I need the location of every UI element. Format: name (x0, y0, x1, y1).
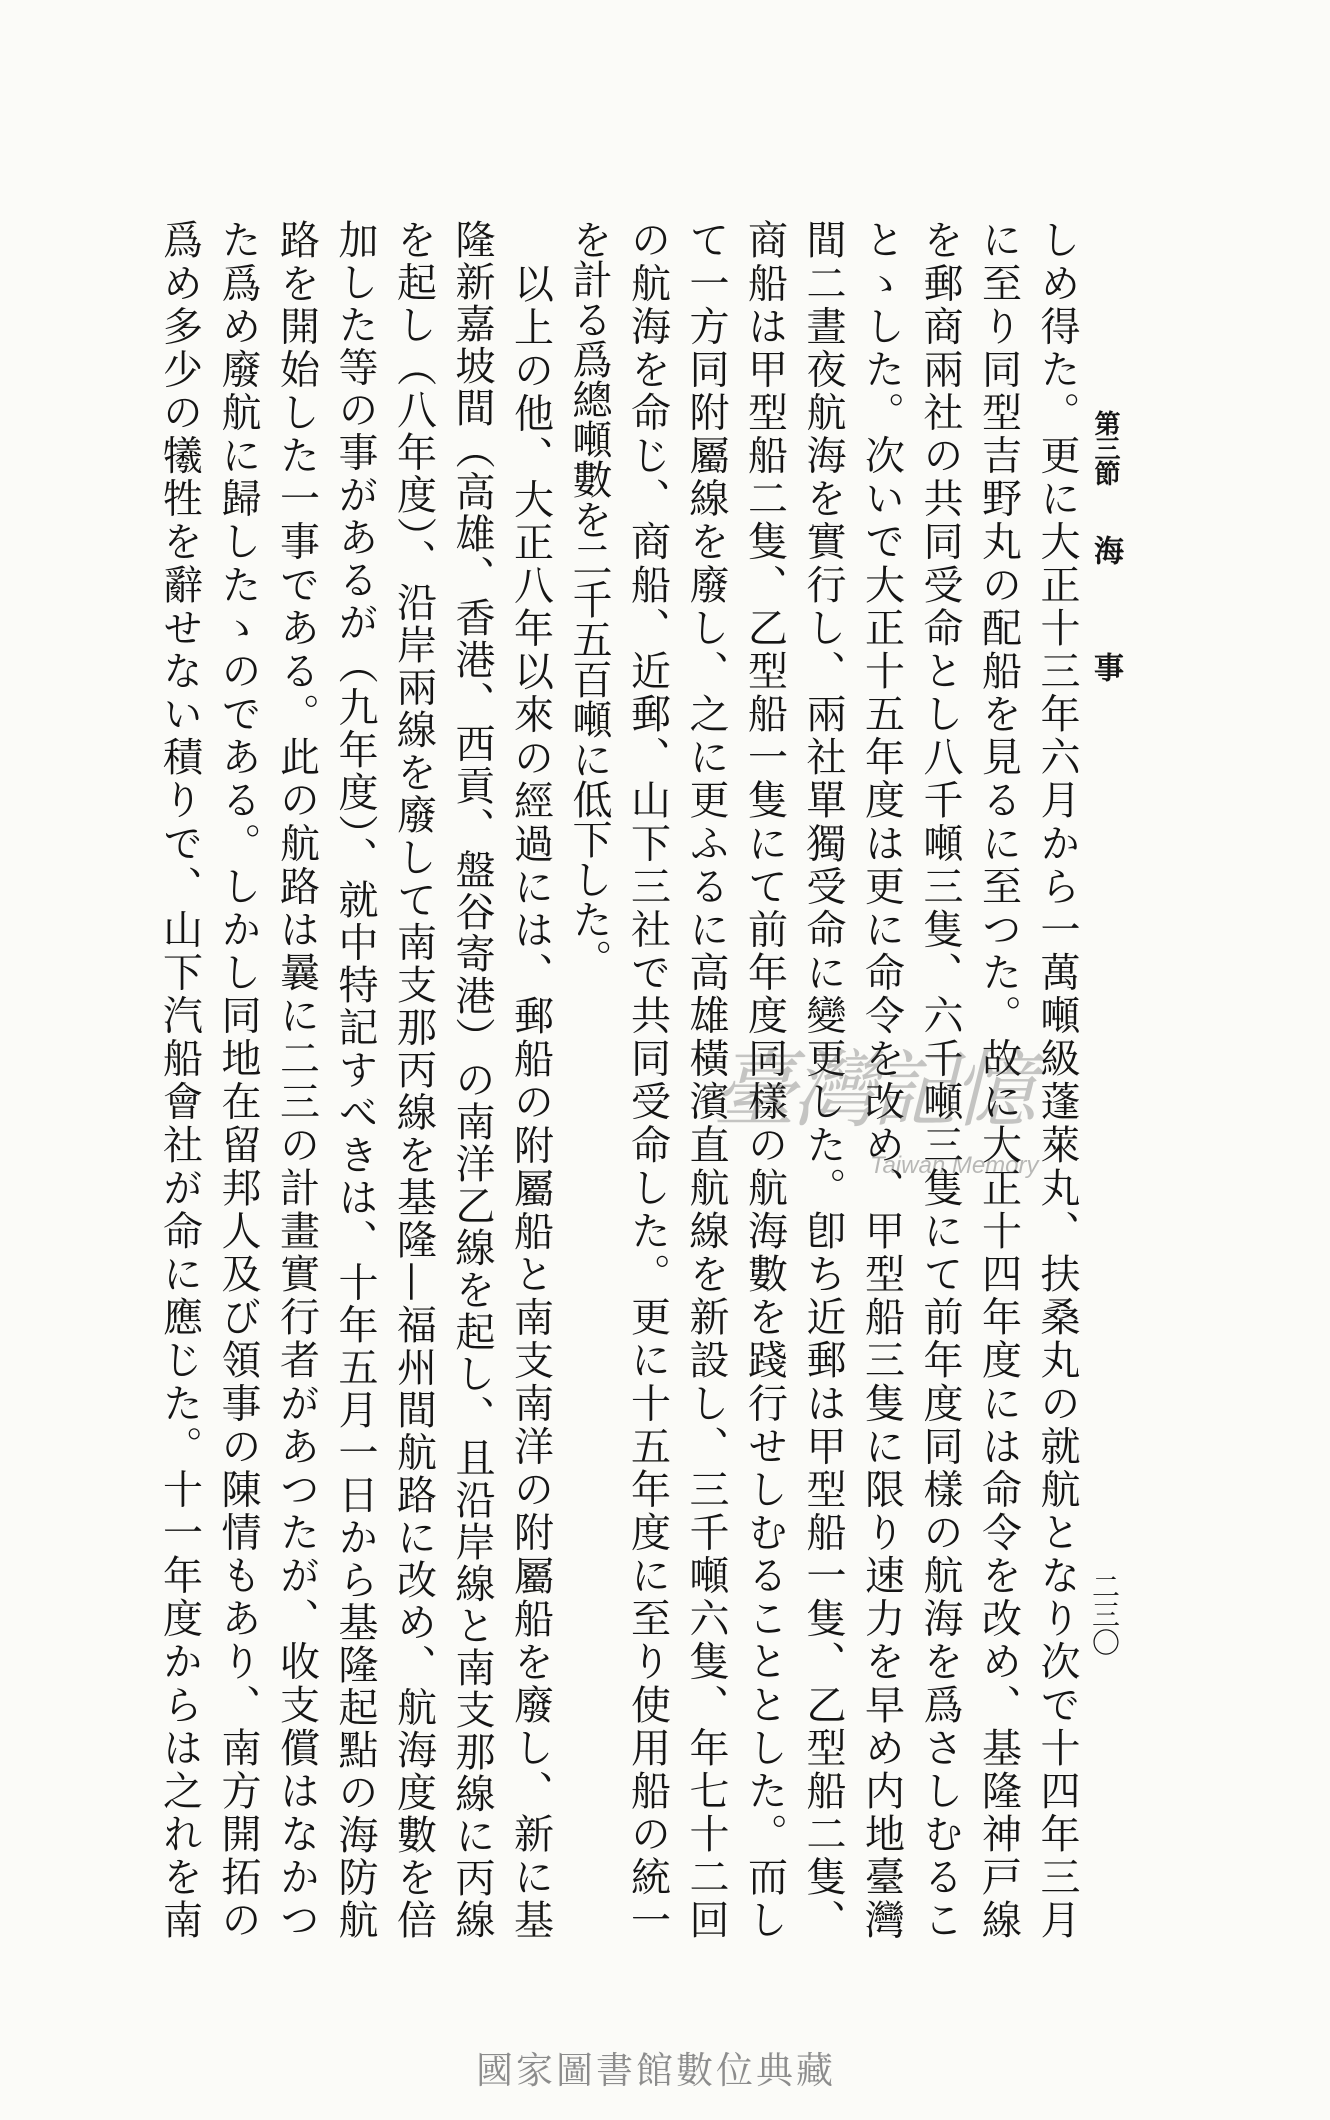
text-column: 加した等の事があるが（九年度）、就中特記すべきは、十年五月一日から基隆起點の海防航 (332, 219, 378, 1939)
watermark-subtitle: Taiwan Memory (870, 1152, 1039, 1179)
text-column: を起し（八年度）、沿岸兩線を廢して南支那丙線を基隆—福州間航路に改め、航海度數を倍 (390, 219, 437, 1939)
text-column: しめ得た。更に大正十三年六月から一萬噸級蓬萊丸、扶桑丸の就航となり次で十四年三月 (1034, 219, 1080, 1939)
page-number: 二三〇 (1088, 1572, 1121, 1656)
text-column: 商船は甲型船二隻、乙型船一隻にて前年度同樣の航海數を踐行せしむることとした。而し (741, 219, 788, 1939)
text-column: 隆新嘉坡間（高雄、香港、西貢、盤谷寄港）の南洋乙線を起し、且沿岸線と南支那線に丙線 (449, 219, 495, 1939)
text-column-paragraph-end: を計る爲總噸數を二千五百噸に低下した。 (566, 219, 612, 979)
watermark-logo: 臺灣記憶 (712, 1041, 1033, 1139)
text-column: 爲め多少の犧牲を辭せない積りで、山下汽船會社が命に應じた。十一年度からは之れを南 (156, 219, 203, 1939)
text-column: て一方同附屬線を廢し、之に更ふるに高雄橫濱直航線を新設し、三千噸六隻、年七十二回 (683, 219, 729, 1939)
text-column: 間二晝夜航海を實行し、兩社單獨受命に變更した。卽ち近郵は甲型船一隻、乙型船二隻、 (800, 219, 846, 1939)
text-column: に至り同型吉野丸の配船を見るに至つた。故に大正十四年度には命令を改め、基隆神戸線 (975, 219, 1022, 1939)
text-column-paragraph-start: 以上の他、大正八年以來の經過には、郵船の附屬船と南支南洋の附屬船を廢し、新に基 (507, 263, 554, 1939)
text-column: 路を開始した一事である。此の航路は曩に二三の計畫實行者があつたが、收支償はなかつ (273, 219, 320, 1939)
running-head-subject-char: 事 (1088, 652, 1123, 682)
text-column: とゝした。次いで大正十五年度は更に命令を改め、甲型船三隻に限り速力を早め内地臺灣 (858, 219, 905, 1939)
text-column: を郵商兩社の共同受命とし八千噸三隻、六千噸三隻にて前年度同樣の航海を爲さしむるこ (917, 219, 963, 1939)
running-head-section: 第三節 (1090, 410, 1120, 485)
text-column: の航海を命じ、商船、近郵、山下三社で共同受命した。更に十五年度に至り使用船の統一 (624, 219, 671, 1939)
collection-footer: 國家圖書館數位典藏 (476, 2049, 836, 2092)
text-column: た爲め廢航に歸したゝのである。しかし同地在留邦人及び領事の陳情もあり、南方開拓の (215, 219, 261, 1939)
running-head-subject-char: 海 (1088, 535, 1123, 565)
